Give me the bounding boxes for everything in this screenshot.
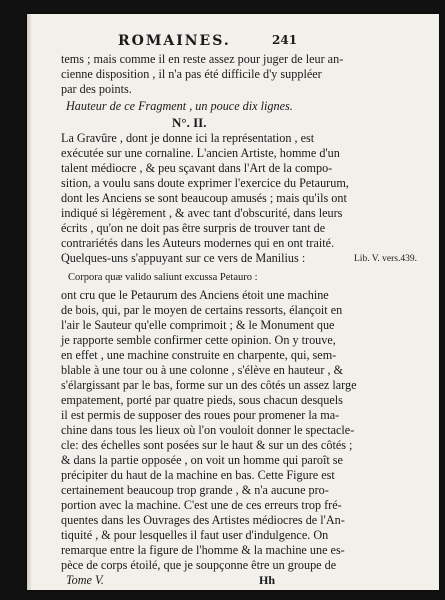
text-line: quentes dans les Ouvrages des Artistes médiocres de l'An- <box>61 513 345 527</box>
dimension-note: Hauteur de ce Fragment , un pouce dix lignes. <box>66 99 293 113</box>
text-line: & dans la partie opposée , on voit un homme qui paroît se <box>61 453 343 467</box>
text-line: contrariétés dans les Auteurs modernes qui en ont traité. <box>61 236 335 250</box>
signature-mark: Hh <box>259 573 276 587</box>
text-line: s'élargissant par le bas, forme sur un des côtés un assez large <box>61 378 357 392</box>
text-line: ont cru que le Petaurum des Anciens étoit une machine <box>61 288 329 302</box>
text-line: tems ; mais comme il en reste assez pour juger de leur an- <box>61 52 344 66</box>
text-line: certainement beaucoup trop grande , & n'a aucune pro- <box>61 483 329 497</box>
text-line: chine dans tous les lieux où l'on vouloit donner le spectacle- <box>61 423 355 437</box>
text-line: remarque entre la figure de l'homme & la machine une es- <box>61 543 345 557</box>
page-number: 241 <box>272 33 298 47</box>
text-line: dont les Anciens se sont beaucoup amusés ; mais qu'ils ont <box>61 191 347 205</box>
text-line: précipiter du haut de la machine en bas. Cette Figure est <box>61 468 335 482</box>
text-line: je rapporte semble confirmer cette opinion. On y trouve, <box>61 333 336 347</box>
text-line: pèce de corps étoilé, que je soupçonne être un groupe de <box>61 558 337 572</box>
text-line: par des points. <box>61 82 132 96</box>
text-line: portion avec la machine. C'est une de ces erreurs trop fré- <box>61 498 342 512</box>
text-line: cienne disposition , il n'a pas été difficile d'y suppléer <box>61 67 322 81</box>
text-line: sition, a voulu sans doute exprimer l'exercice du Petaurum, <box>61 176 349 190</box>
text-line: indiqué si légèrement , & avec tant d'obscurité, dans leurs <box>61 206 343 220</box>
text-line: La Gravûre , dont je donne ici la représentation , est <box>61 131 315 145</box>
section-number: N°. II. <box>172 115 207 130</box>
text-line: de bois, qui, par le moyen de certains ressorts, élançoit en <box>61 303 343 317</box>
text-line: l'air le Sauteur qu'elle comprimoit ; & le Monument que <box>61 318 335 332</box>
text-line: il est permis de supposer des roues pour promener la ma- <box>61 408 340 422</box>
text-line: empatement, porté par quatre pieds, sous chacun desquels <box>61 393 343 407</box>
text-line: talent médiocre , & peu sçavant dans l'Art de la compo- <box>61 161 333 175</box>
latin-quote: Corpora quæ valido saliunt excussa Petauro : <box>68 272 258 283</box>
page-gutter <box>27 14 32 590</box>
text-line: exécutée sur une cornaline. L'ancien Artiste, homme d'un <box>61 146 340 160</box>
text-line: en effet , une machine construite en charpente, qui, sem- <box>61 348 337 362</box>
text-line: Quelques-uns s'appuyant sur ce vers de Manilius : <box>61 251 306 265</box>
text-line: écrits , qu'on ne doit pas être surpris de trouver tant de <box>61 221 326 235</box>
running-title: ROMAINES. <box>118 33 231 49</box>
volume-label: Tome V. <box>66 573 104 587</box>
text-line: blable à une tour ou à une colonne , s'élève en hauteur , & <box>61 363 344 377</box>
text-line: tiquité , & pour lesquelles il faut user d'indulgence. On <box>61 528 329 542</box>
margin-reference: Lib. V. vers.439. <box>354 254 417 264</box>
text-line: cle: des échelles sont posées sur le haut & sur un des côtés ; <box>61 438 353 452</box>
